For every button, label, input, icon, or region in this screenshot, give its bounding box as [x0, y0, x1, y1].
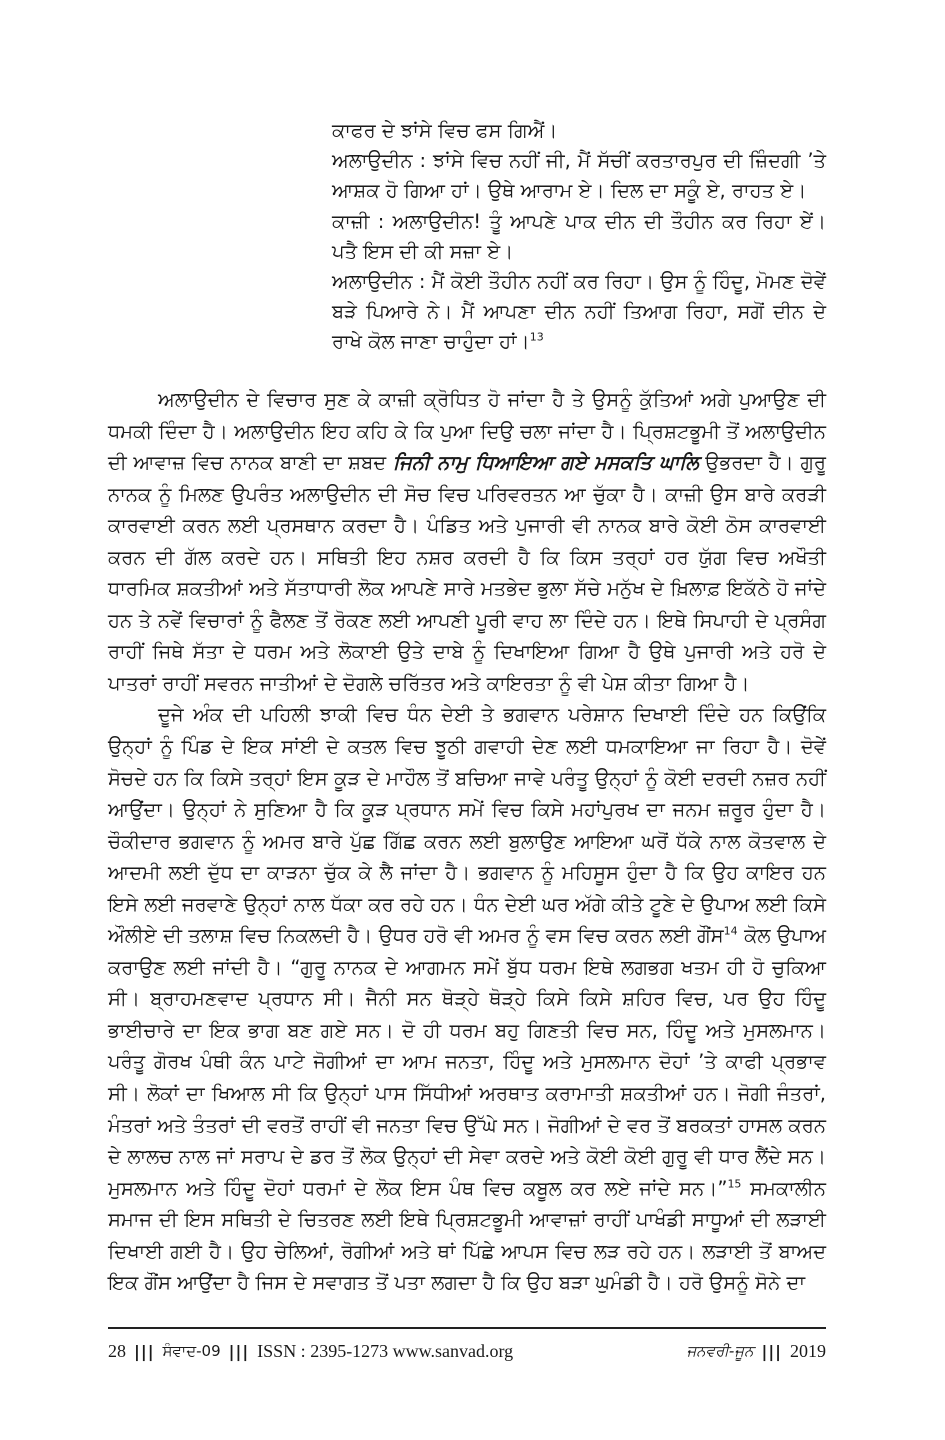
paragraph-text: ਸਮਕਾਲੀਨ ਸਮਾਜ ਦੀ ਇਸ ਸਥਿਤੀ ਦੇ ਚਿਤਰਣ ਲਈ ਇਥੇ ਪ੍ਰਿਸ਼ਟਭੂਮੀ ਆਵਾਜ਼ਾਂ ਰਾਹੀਂ ਪਾਖੰਡੀ ਸਾਧੂਆਂ ਦੀ ਲੜਾਈ ਦਿਖਾਈ ਗਈ ਹੈ। ਉਹ ਚੇਲਿਆਂ, ਰੋਗੀਆਂ ਅਤੇ ਥਾਂ ਪਿੱਛੇ ਆਪਸ ਵਿਚ ਲੜ ਰਹੇ ਹਨ। ਲੜਾਈ ਤੋਂ ਬਾਅਦ ਇਕ ਗੌਂਸ ਆਉਂਦਾ ਹੈ ਜਿਸ ਦੇ ਸਵਾਗਤ ਤੋਂ ਪਤਾ ਲਗਦਾ ਹੈ ਕਿ ਉਹ ਬੜਾ ਘੁਮੰਡੀ ਹੈ। ਹਰੋ ਉਸਨੂੰ ਸੋਨੇ ਦਾ	[108, 1176, 826, 1295]
page-footer	[108, 1338, 826, 1364]
paragraph-text: ਦੂਜੇ ਅੰਕ ਦੀ ਪਹਿਲੀ ਝਾਕੀ ਵਿਚ ਧੰਨ ਦੇਈ ਤੇ ਭਗਵਾਨ ਪਰੇਸ਼ਾਨ ਦਿਖਾਈ ਦਿੰਦੇ ਹਨ ਕਿਉਂਕਿ ਉਨ੍ਹਾਂ ਨੂੰ ਪਿੰਡ ਦੇ ਇਕ ਸਾਂਈ ਦੇ ਕਤਲ ਵਿਚ ਝੂਠੀ ਗਵਾਹੀ ਦੇਣ ਲਈ ਧਮਕਾਇਆ ਜਾ ਰਿਹਾ ਹੈ। ਦੋਵੇਂ ਸੋਚਦੇ ਹਨ ਕਿ ਕਿਸੇ ਤਰ੍ਹਾਂ ਇਸ ਕੂੜ ਦੇ ਮਾਹੌਲ ਤੋਂ ਬਚਿਆ ਜਾਵੇ ਪਰੰਤੂ ਉਨ੍ਹਾਂ ਨੂੰ ਕੋਈ ਦਰਦੀ ਨਜ਼ਰ ਨਹੀਂ ਆਉਂਦਾ। ਉਨ੍ਹਾਂ ਨੇ ਸੁਣਿਆ ਹੈ ਕਿ ਕੂੜ ਪ੍ਰਧਾਨ ਸਮੇਂ ਵਿਚ ਕਿਸੇ ਮਹਾਂਪੁਰਖ ਦਾ ਜਨਮ ਜ਼ਰੂਰ ਹੁੰਦਾ ਹੈ। ਚੌਕੀਦਾਰ ਭਗਵਾਨ ਨੂੰ ਅਮਰ ਬਾਰੇ ਪੁੱਛ ਗਿੱਛ ਕਰਨ ਲਈ ਬੁਲਾਉਣ ਆਇਆ ਘਰੋਂ ਧੱਕੇ ਨਾਲ ਕੋਤਵਾਲ ਦੇ ਆਦਮੀ ਲਈ ਦੁੱਧ ਦਾ ਕਾੜਨਾ ਚੁੱਕ ਕੇ ਲੈ ਜਾਂਦਾ ਹੈ। ਭਗਵਾਨ ਨੂੰ ਮਹਿਸੂਸ ਹੁੰਦਾ ਹੈ ਕਿ ਉਹ ਕਾਇਰ ਹਨ ਇਸੇ ਲਈ ਜਰਵਾਣੇ ਉਨ੍ਹਾਂ ਨਾਲ ਧੱਕਾ ਕਰ ਰਹੇ ਹਨ। ਧੰਨ ਦੇਈ ਘਰ ਅੱਗੇ ਕੀਤੇ ਟੂਣੇ ਦੇ ਉਪਾਅ ਲਈ ਕਿਸੇ ਔਲੀਏ ਦੀ ਤਲਾਸ਼ ਵਿਚ ਨਿਕਲਦੀ ਹੈ। ਉਧਰ ਹਰੋ ਵੀ ਅਮਰ ਨੂੰ ਵਸ ਵਿਚ ਕਰਨ ਲਈ ਗੌਂਸ	[108, 703, 826, 948]
paragraph-1	[108, 384, 826, 699]
footnote-ref: 13	[529, 330, 544, 344]
paragraph-2	[108, 699, 826, 1298]
page-number: 28	[108, 1340, 126, 1361]
paragraph-text: ਅਲਾਉਦੀਨ ਦੇ ਵਿਚਾਰ ਸੁਣ ਕੇ ਕਾਜ਼ੀ ਕ੍ਰੋਧਿਤ ਹੋ ਜਾਂਦਾ ਹੈ ਤੇ ਉਸਨੂੰ ਕੁੱਤਿਆਂ ਅਗੇ ਪੁਆਉਣ ਦੀ ਧਮਕੀ ਦਿੰਦਾ ਹੈ। ਅਲਾਉਦੀਨ ਇਹ ਕਹਿ ਕੇ ਕਿ ਪੁਆ ਦਿਉ ਚਲਾ ਜਾਂਦਾ ਹੈ। ਪ੍ਰਿਸ਼ਟਭੂਮੀ ਤੋਂ ਅਲਾਉਦੀਨ ਦੀ ਆਵਾਜ਼ ਵਿਚ ਨਾਨਕ ਬਾਣੀ ਦਾ ਸ਼ਬਦ	[108, 388, 826, 475]
footnote-ref: 14	[723, 924, 738, 938]
issue-year: 2019	[790, 1340, 826, 1361]
dialogue-quote-block	[332, 116, 826, 358]
quote-line: ਅਲਾਉਦੀਨ : ਝਾਂਸੇ ਵਿਚ ਨਹੀਂ ਜੀ, ਮੈਂ ਸੱਚੀਂ ਕਰਤਾਰਪੁਰ ਦੀ ਜ਼ਿੰਦਗੀ ’ਤੇ ਆਸ਼ਕ ਹੋ ਗਿਆ ਹਾਂ। ਉਥੇ ਆਰਾਮ ਏ। ਦਿਲ ਦਾ ਸਕੂੰ ਏ, ਰਾਹਤ ਏ।	[332, 149, 826, 203]
issue-months: ਜਨਵਰੀ-ਜੂਨ	[686, 1342, 754, 1360]
footer-divider	[108, 1327, 826, 1329]
quote-line-text: ਅਲਾਉਦੀਨ : ਮੈਂ ਕੋਈ ਤੌਹੀਨ ਨਹੀਂ ਕਰ ਰਿਹਾ। ਉਸ ਨੂੰ ਹਿੰਦੂ, ਮੋਮਣ ਦੋਵੇਂ ਬੜੇ ਪਿਆਰੇ ਨੇ। ਮੈਂ ਆਪਣਾ ਦੀਨ ਨਹੀਂ ਤਿਆਗ ਰਿਹਾ, ਸਗੋਂ ਦੀਨ ਦੇ ਰਾਖੇ ਕੋਲ ਜਾਣਾ ਚਾਹੁੰਦਾ ਹਾਂ।	[332, 270, 826, 354]
quote-line: ਕਾਫਰ ਦੇ ਝਾਂਸੇ ਵਿਚ ਫਸ ਗਿਐਂ।	[332, 119, 558, 142]
separator-bars: |||	[228, 1341, 250, 1361]
quote-line: ਕਾਜ਼ੀ : ਅਲਾਉਦੀਨ! ਤੂੰ ਆਪਣੇ ਪਾਕ ਦੀਨ ਦੀ ਤੌਹੀਨ ਕਰ ਰਿਹਾ ਏਂ। ਪਤੈ ਇਸ ਦੀ ਕੀ ਸਜ਼ਾ ਏ।	[332, 209, 826, 263]
gurbani-quote: ਜਿਨੀ ਨਾਮੁ ਧਿਆਇਆ ਗਏ ਮਸਕਤਿ ਘਾਲਿ	[392, 451, 699, 475]
journal-name: ਸੰਵਾਦ-09	[162, 1342, 221, 1360]
footer-right	[687, 1341, 827, 1362]
paragraph-text: ਕੋਲ ਉਪਾਅ ਕਰਾਉਣ ਲਈ ਜਾਂਦੀ ਹੈ। “ਗੁਰੂ ਨਾਨਕ ਦੇ ਆਗਮਨ ਸਮੇਂ ਬੁੱਧ ਧਰਮ ਇਥੇ ਲਗਭਗ ਖਤਮ ਹੀ ਹੋ ਚੁਕਿਆ ਸੀ। ਬ੍ਰਾਹਮਣਵਾਦ ਪ੍ਰਧਾਨ ਸੀ। ਜੈਨੀ ਸਨ ਥੋੜ੍ਹੇ ਥੋੜ੍ਹੇ ਕਿਸੇ ਕਿਸੇ ਸ਼ਹਿਰ ਵਿਚ, ਪਰ ਉਹ ਹਿੰਦੂ ਭਾਈਚਾਰੇ ਦਾ ਇਕ ਭਾਗ ਬਣ ਗਏ ਸਨ। ਦੋ ਹੀ ਧਰਮ ਬਹੁ ਗਿਣਤੀ ਵਿਚ ਸਨ, ਹਿੰਦੂ ਅਤੇ ਮੁਸਲਮਾਨ। ਪਰੰਤੂ ਗੋਰਖ ਪੰਥੀ ਕੰਨ ਪਾਟੇ ਜੋਗੀਆਂ ਦਾ ਆਮ ਜਨਤਾ, ਹਿੰਦੂ ਅਤੇ ਮੁਸਲਮਾਨ ਦੋਹਾਂ ’ਤੇ ਕਾਫੀ ਪ੍ਰਭਾਵ ਸੀ। ਲੋਕਾਂ ਦਾ ਖਿਆਲ ਸੀ ਕਿ ਉਨ੍ਹਾਂ ਪਾਸ ਸਿੱਧੀਆਂ ਅਰਥਾਤ ਕਰਾਮਾਤੀ ਸ਼ਕਤੀਆਂ ਹਨ। ਜੋਗੀ ਜੰਤਰਾਂ, ਮੰਤਰਾਂ ਅਤੇ ਤੰਤਰਾਂ ਦੀ ਵਰਤੋਂ ਰਾਹੀਂ ਵੀ ਜਨਤਾ ਵਿਚ ਉੱਘੇ ਸਨ। ਜੋਗੀਆਂ ਦੇ ਵਰ ਤੋਂ ਬਰਕਤਾਂ ਹਾਸਲ ਕਰਨ ਦੇ ਲਾਲਚ ਨਾਲ ਜਾਂ ਸਰਾਪ ਦੇ ਡਰ ਤੋਂ ਲੋਕ ਉਨ੍ਹਾਂ ਦੀ ਸੇਵਾ ਕਰਦੇ ਅਤੇ ਕੋਈ ਕੋਈ ਗੁਰੂ ਵੀ ਧਾਰ ਲੈਂਦੇ ਸਨ। ਮੁਸਲਮਾਨ ਅਤੇ ਹਿੰਦੂ ਦੋਹਾਂ ਧਰਮਾਂ ਦੇ ਲੋਕ ਇਸ ਪੰਥ ਵਿਚ ਕਬੂਲ ਕਰ ਲਏ ਜਾਂਦੇ ਸਨ।”	[108, 924, 827, 1200]
issn-website: ISSN : 2395-1273 www.sanvad.org	[257, 1340, 514, 1361]
separator-bars: |||	[761, 1341, 782, 1361]
main-body-text	[108, 384, 826, 1299]
paragraph-text: ਉਭਰਦਾ ਹੈ। ਗੁਰੂ ਨਾਨਕ ਨੂੰ ਮਿਲਣ ਉਪਰੰਤ ਅਲਾਉਦੀਨ ਦੀ ਸੋਚ ਵਿਚ ਪਰਿਵਰਤਨ ਆ ਚੁੱਕਾ ਹੈ। ਕਾਜ਼ੀ ਉਸ ਬਾਰੇ ਕਰੜੀ ਕਾਰਵਾਈ ਕਰਨ ਲਈ ਪ੍ਰਸਥਾਨ ਕਰਦਾ ਹੈ। ਪੰਡਿਤ ਅਤੇ ਪੁਜਾਰੀ ਵੀ ਨਾਨਕ ਬਾਰੇ ਕੋਈ ਠੋਸ ਕਾਰਵਾਈ ਕਰਨ ਦੀ ਗੱਲ ਕਰਦੇ ਹਨ। ਸਥਿਤੀ ਇਹ ਨਸ਼ਰ ਕਰਦੀ ਹੈ ਕਿ ਕਿਸ ਤਰ੍ਹਾਂ ਹਰ ਯੁੱਗ ਵਿਚ ਅਖੌਤੀ ਧਾਰਮਿਕ ਸ਼ਕਤੀਆਂ ਅਤੇ ਸੱਤਾਧਾਰੀ ਲੋਕ ਆਪਣੇ ਸਾਰੇ ਮਤਭੇਦ ਭੁਲਾ ਸੱਚੇ ਮਨੁੱਖ ਦੇ ਖ਼ਿਲਾਫ਼ ਇਕੱਠੇ ਹੋ ਜਾਂਦੇ ਹਨ ਤੇ ਨਵੇਂ ਵਿਚਾਰਾਂ ਨੂੰ ਫੈਲਣ ਤੋਂ ਰੋਕਣ ਲਈ ਆਪਣੀ ਪੂਰੀ ਵਾਹ ਲਾ ਦਿੰਦੇ ਹਨ। ਇਥੇ ਸਿਪਾਹੀ ਦੇ ਪ੍ਰਸੰਗ ਰਾਹੀਂ ਜਿਥੇ ਸੱਤਾ ਦੇ ਧਰਮ ਅਤੇ ਲੋਕਾਈ ਉਤੇ ਦਾਬੇ ਨੂੰ ਦਿਖਾਇਆ ਗਿਆ ਹੈ ਉਥੇ ਪੁਜਾਰੀ ਅਤੇ ਹਰੋ ਦੇ ਪਾਤਰਾਂ ਰਾਹੀਂ ਸਵਰਨ ਜਾਤੀਆਂ ਦੇ ਦੋਗਲੇ ਚਰਿੱਤਰ ਅਤੇ ਕਾਇਰਤਾ ਨੂੰ ਵੀ ਪੇਸ਼ ਕੀਤਾ ਗਿਆ ਹੈ।	[108, 451, 826, 695]
footnote-ref: 15	[727, 1177, 742, 1191]
quote-line	[332, 267, 826, 358]
separator-bars: |||	[134, 1341, 155, 1361]
